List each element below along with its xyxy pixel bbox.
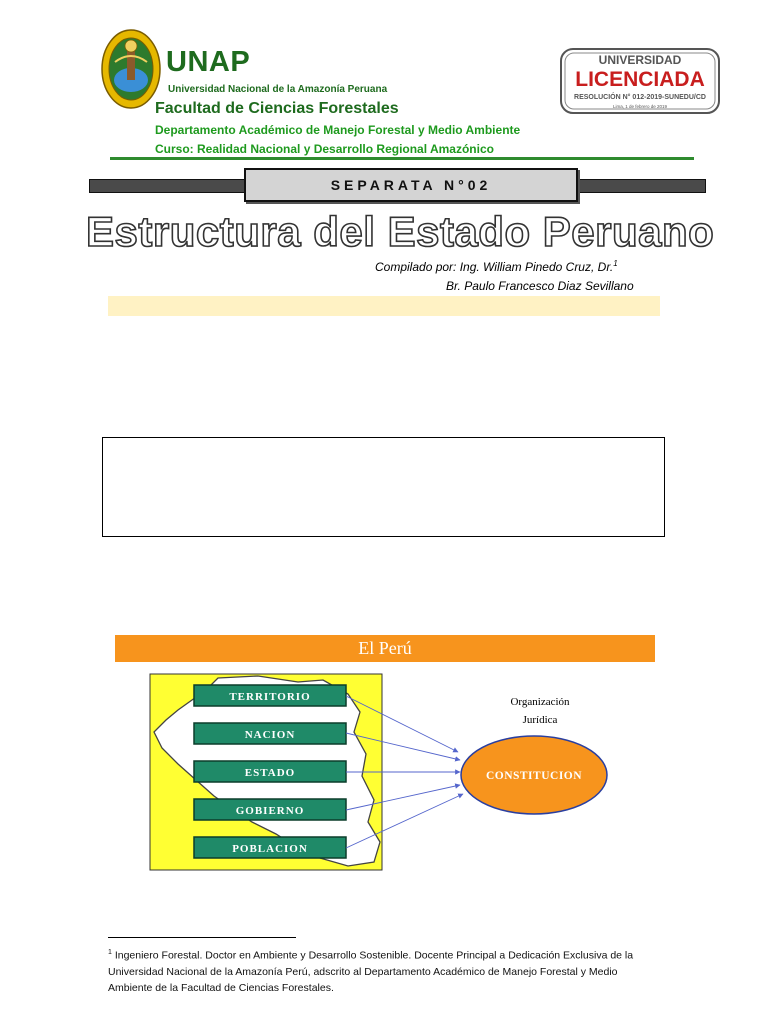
concept-box-nacion: [194, 723, 346, 744]
concept-label: GOBIERNO: [235, 805, 305, 817]
document-title: Estructura del Estado Peruano: [86, 208, 715, 255]
empty-text-box: [102, 437, 665, 537]
highlight-band: [108, 296, 660, 316]
concept-label: NACION: [244, 729, 296, 741]
footnote-text: Ingeniero Forestal. Doctor en Ambiente y Desarrollo Sostenible. Docente Principal a Dedicación Exclusiva de la Universidad Nacional de la Amazonía Perú, adscrito al Departamento Académico de Manejo Forestal y Medio Ambiente de la Facultad de Ciencias Forestales.: [108, 949, 634, 994]
header-divider: [110, 157, 694, 160]
course-name: Curso: Realidad Nacional y Desarrollo Regional Amazónico: [155, 142, 494, 156]
concept-box-gobierno: [194, 799, 346, 820]
concept-label: POBLACION: [232, 843, 308, 855]
author-line-2: Br. Paulo Francesco Diaz Sevillano: [446, 279, 634, 293]
university-seal-icon: [100, 28, 162, 110]
university-name: Universidad Nacional de la Amazonía Peruana: [168, 84, 388, 95]
footnote: [108, 945, 664, 996]
faculty-name: Facultad de Ciencias Forestales: [155, 100, 399, 117]
concept-box-territorio: [194, 685, 346, 706]
concept-box-estado: [194, 761, 346, 782]
badge-main-text: LICENCIADA: [575, 68, 705, 91]
ellipse-label: CONSTITUCION: [485, 770, 583, 782]
badge-date-text: Lima, 1 de febrero de 2019: [612, 104, 668, 109]
diagram-header-text: El Perú: [358, 638, 412, 658]
org-label-line-1: Organización: [510, 696, 570, 708]
department-name: Departamento Académico de Manejo Forestal y Medio Ambiente: [155, 123, 521, 137]
badge-top-text: UNIVERSIDAD: [598, 53, 682, 67]
concept-label: TERRITORIO: [229, 691, 311, 703]
badge-resolution-text: RESOLUCIÓN N° 012-2019-SUNEDU/CD: [574, 94, 706, 101]
separata-label: SEPARATA N°02: [330, 177, 492, 193]
footnote-divider: [108, 937, 296, 938]
footnote-ref: 1: [613, 259, 618, 268]
licensed-badge-icon: [560, 48, 720, 114]
logo-text: UNAP: [166, 46, 251, 78]
concept-label: ESTADO: [244, 767, 296, 779]
footnote-marker: 1: [108, 949, 112, 956]
constitucion-ellipse: [461, 736, 607, 814]
concept-box-poblacion: [194, 837, 346, 858]
org-label-line-2: Jurídica: [522, 714, 558, 726]
author-line-1: Compilado por: Ing. William Pinedo Cruz, Dr.$^1$: [375, 259, 618, 274]
